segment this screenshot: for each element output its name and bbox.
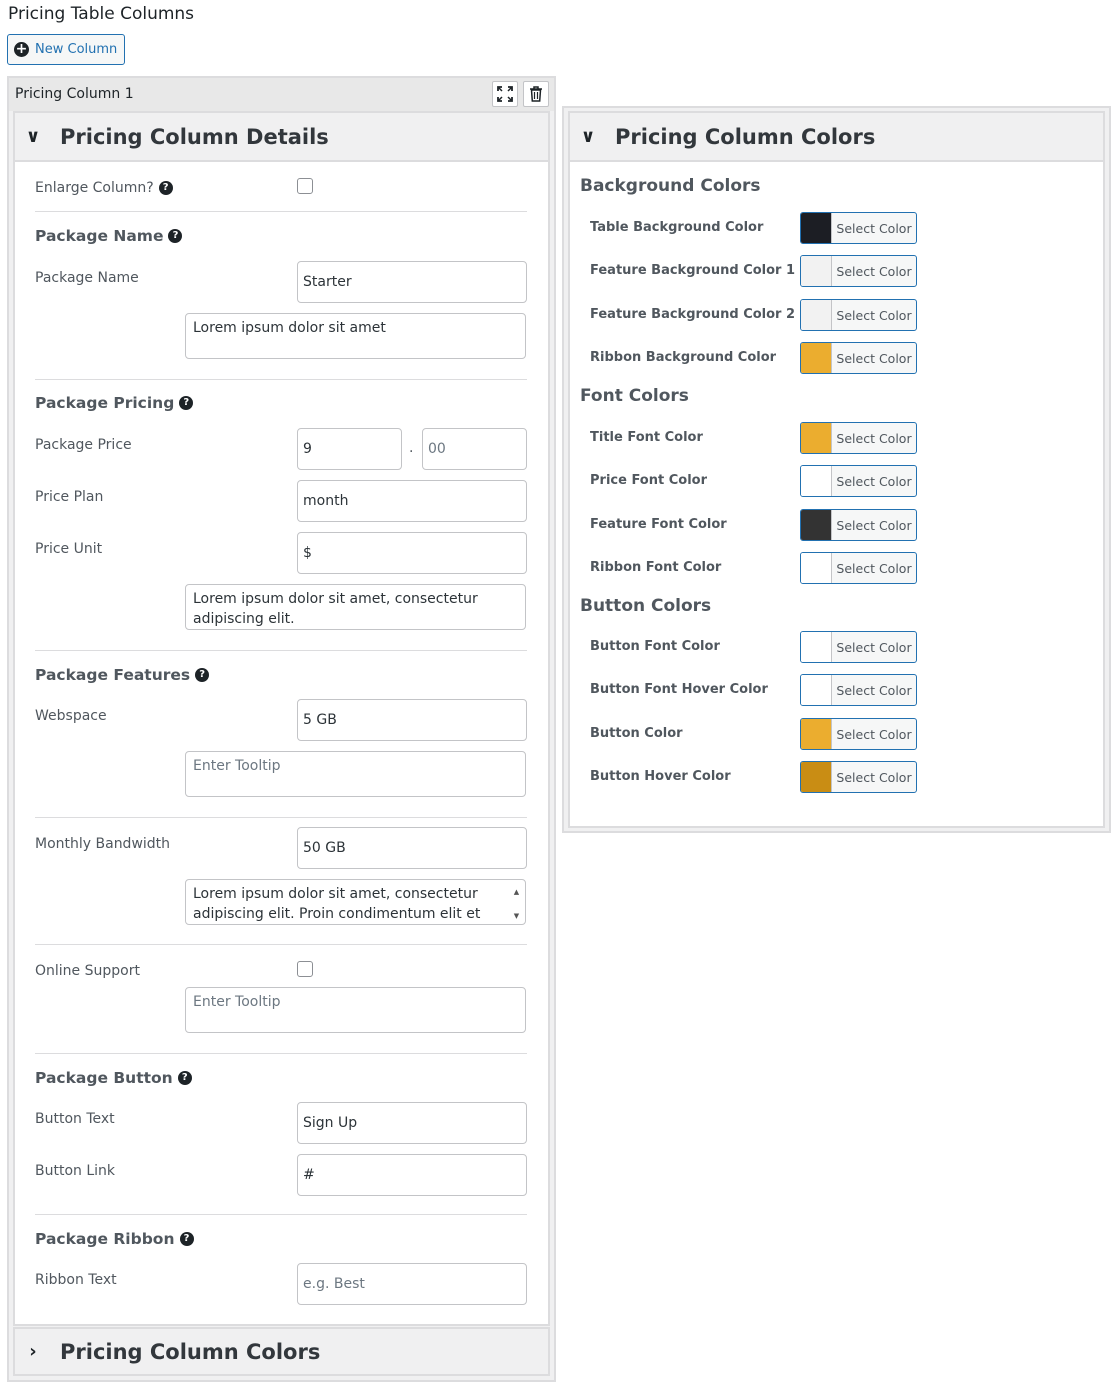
divider <box>35 379 527 380</box>
color-swatch <box>801 256 832 286</box>
divider <box>35 817 527 818</box>
package-ribbon-heading <box>35 1230 194 1248</box>
ribbon-text-label: Ribbon Text <box>35 1272 117 1288</box>
background-color-picker-button[interactable] <box>800 299 917 331</box>
chevron-down-icon: ∨ <box>25 126 41 147</box>
select-color-label: Select Color <box>836 726 912 742</box>
divider <box>35 1214 527 1215</box>
webspace-input[interactable]: 5 GB <box>297 699 527 741</box>
colors-panel-title: Pricing Column Colors <box>615 124 876 149</box>
font-color-picker-button[interactable] <box>800 465 917 497</box>
button-color-label: Button Font Hover Color <box>590 682 768 697</box>
background-color-label: Ribbon Background Color <box>590 350 777 365</box>
page-title: Pricing Table Columns <box>8 4 195 24</box>
select-color-label: Select Color <box>836 560 912 576</box>
price-unit-label: Price Unit <box>35 541 103 557</box>
select-color-label: Select Color <box>836 517 912 533</box>
font-color-label: Price Font Color <box>590 473 707 488</box>
font-color-label: Feature Font Color <box>590 517 727 532</box>
pricing-tooltip[interactable]: Lorem ipsum dolor sit amet, consectetur adipiscing elit. <box>185 584 526 630</box>
font-colors-title: Font Colors <box>580 386 689 406</box>
divider <box>35 944 527 945</box>
color-swatch <box>801 466 832 496</box>
package-button-heading <box>35 1069 192 1087</box>
expand-button[interactable] <box>492 81 518 107</box>
font-color-label: Title Font Color <box>590 430 703 445</box>
price-plan-label: Price Plan <box>35 489 104 505</box>
package-pricing-title: Package Pricing <box>35 394 175 412</box>
plus-circle-icon: + <box>15 41 28 57</box>
package-name-input[interactable]: Starter <box>297 261 527 303</box>
bandwidth-tooltip[interactable] <box>185 879 526 925</box>
ribbon-text-input[interactable]: e.g. Best <box>297 1263 527 1305</box>
select-color-label: Select Color <box>836 473 912 489</box>
select-color-label: Select Color <box>836 682 912 698</box>
price-whole-input[interactable]: 9 <box>297 428 402 470</box>
background-color-picker-button[interactable] <box>800 342 917 374</box>
font-color-picker-button[interactable] <box>800 509 917 541</box>
background-color-label: Table Background Color <box>590 220 764 235</box>
package-name-title: Package Name <box>35 227 164 245</box>
select-color-label: Select Color <box>836 350 912 366</box>
colors-collapsed-header[interactable] <box>13 1327 550 1376</box>
package-pricing-heading <box>35 394 193 412</box>
font-color-picker-button[interactable] <box>800 422 917 454</box>
button-colors-title: Button Colors <box>580 596 712 616</box>
divider <box>35 1053 527 1054</box>
details-header[interactable] <box>15 113 548 162</box>
help-icon: ? <box>178 1071 192 1085</box>
divider <box>35 211 527 212</box>
online-support-checkbox[interactable] <box>297 961 313 977</box>
webspace-tooltip[interactable]: Enter Tooltip <box>185 751 526 797</box>
divider <box>35 650 527 651</box>
button-text-label: Button Text <box>35 1111 115 1127</box>
color-swatch <box>801 632 832 662</box>
help-icon: ? <box>180 1232 194 1246</box>
select-color-label: Select Color <box>836 769 912 785</box>
color-swatch <box>801 343 832 373</box>
button-color-picker-button[interactable] <box>800 631 917 663</box>
font-color-label: Ribbon Font Color <box>590 560 722 575</box>
color-swatch <box>801 423 832 453</box>
details-title: Pricing Column Details <box>60 124 329 149</box>
chevron-right-icon: › <box>29 1341 37 1362</box>
background-colors-title: Background Colors <box>580 176 761 196</box>
package-name-label: Package Name <box>35 270 139 286</box>
online-support-tooltip[interactable]: Enter Tooltip <box>185 987 526 1033</box>
help-icon: ? <box>159 181 173 195</box>
colors-collapsed-title: Pricing Column Colors <box>60 1339 321 1364</box>
webspace-label: Webspace <box>35 708 107 724</box>
bandwidth-input[interactable]: 50 GB <box>297 827 527 869</box>
enlarge-label-row <box>35 180 173 196</box>
button-link-input[interactable]: # <box>297 1154 527 1196</box>
colors-panel-header[interactable] <box>570 113 1103 162</box>
help-icon: ? <box>168 229 182 243</box>
color-swatch <box>801 213 832 243</box>
button-color-label: Button Color <box>590 726 683 741</box>
chevron-down-icon: ∨ <box>580 126 596 147</box>
package-button-title: Package Button <box>35 1069 173 1087</box>
enlarge-label: Enlarge Column? <box>35 180 154 196</box>
bandwidth-label: Monthly Bandwidth <box>35 836 171 852</box>
price-plan-input[interactable]: month <box>297 480 527 522</box>
button-color-label: Button Font Color <box>590 639 720 654</box>
package-ribbon-title: Package Ribbon <box>35 1230 175 1248</box>
color-swatch <box>801 553 832 583</box>
select-color-label: Select Color <box>836 220 912 236</box>
background-color-picker-button[interactable] <box>800 255 917 287</box>
select-color-label: Select Color <box>836 430 912 446</box>
help-icon: ? <box>179 396 193 410</box>
package-features-title: Package Features <box>35 666 191 684</box>
package-features-heading <box>35 666 209 684</box>
column-title: Pricing Column 1 <box>15 86 134 102</box>
button-text-input[interactable]: Sign Up <box>297 1102 527 1144</box>
online-support-label: Online Support <box>35 963 140 979</box>
background-color-picker-button[interactable] <box>800 212 917 244</box>
bandwidth-tooltip-text: Lorem ipsum dolor sit amet, consectetur adipiscing elit. Proin condimentum elit et <box>193 886 481 922</box>
button-link-label: Button Link <box>35 1163 116 1179</box>
trash-icon <box>529 86 543 102</box>
package-name-heading <box>35 227 182 245</box>
button-color-label: Button Hover Color <box>590 769 731 784</box>
select-color-label: Select Color <box>836 307 912 323</box>
background-color-label: Feature Background Color 1 <box>590 263 796 278</box>
enlarge-checkbox[interactable] <box>297 178 313 194</box>
scroll-down-icon: ▼ <box>513 912 520 920</box>
button-color-picker-button[interactable] <box>800 718 917 750</box>
expand-icon <box>497 86 513 102</box>
color-swatch <box>801 675 832 705</box>
scroll-up-icon: ▲ <box>513 888 520 896</box>
select-color-label: Select Color <box>836 263 912 279</box>
button-color-picker-button[interactable] <box>800 761 917 793</box>
price-unit-input[interactable]: $ <box>297 532 527 574</box>
delete-button[interactable] <box>523 81 549 107</box>
scrollbar[interactable] <box>510 882 523 922</box>
color-swatch <box>801 762 832 792</box>
select-color-label: Select Color <box>836 639 912 655</box>
price-decimal-input[interactable]: 00 <box>422 428 527 470</box>
package-price-label: Package Price <box>35 437 132 453</box>
new-column-label: New Column <box>35 42 118 57</box>
button-color-picker-button[interactable] <box>800 674 917 706</box>
new-column-button[interactable] <box>7 34 125 65</box>
help-icon: ? <box>195 668 209 682</box>
package-name-tooltip[interactable]: Lorem ipsum dolor sit amet <box>185 313 526 359</box>
price-separator: . <box>409 440 414 456</box>
background-color-label: Feature Background Color 2 <box>590 307 796 322</box>
color-swatch <box>801 719 832 749</box>
color-swatch <box>801 300 832 330</box>
font-color-picker-button[interactable] <box>800 552 917 584</box>
color-swatch <box>801 510 832 540</box>
